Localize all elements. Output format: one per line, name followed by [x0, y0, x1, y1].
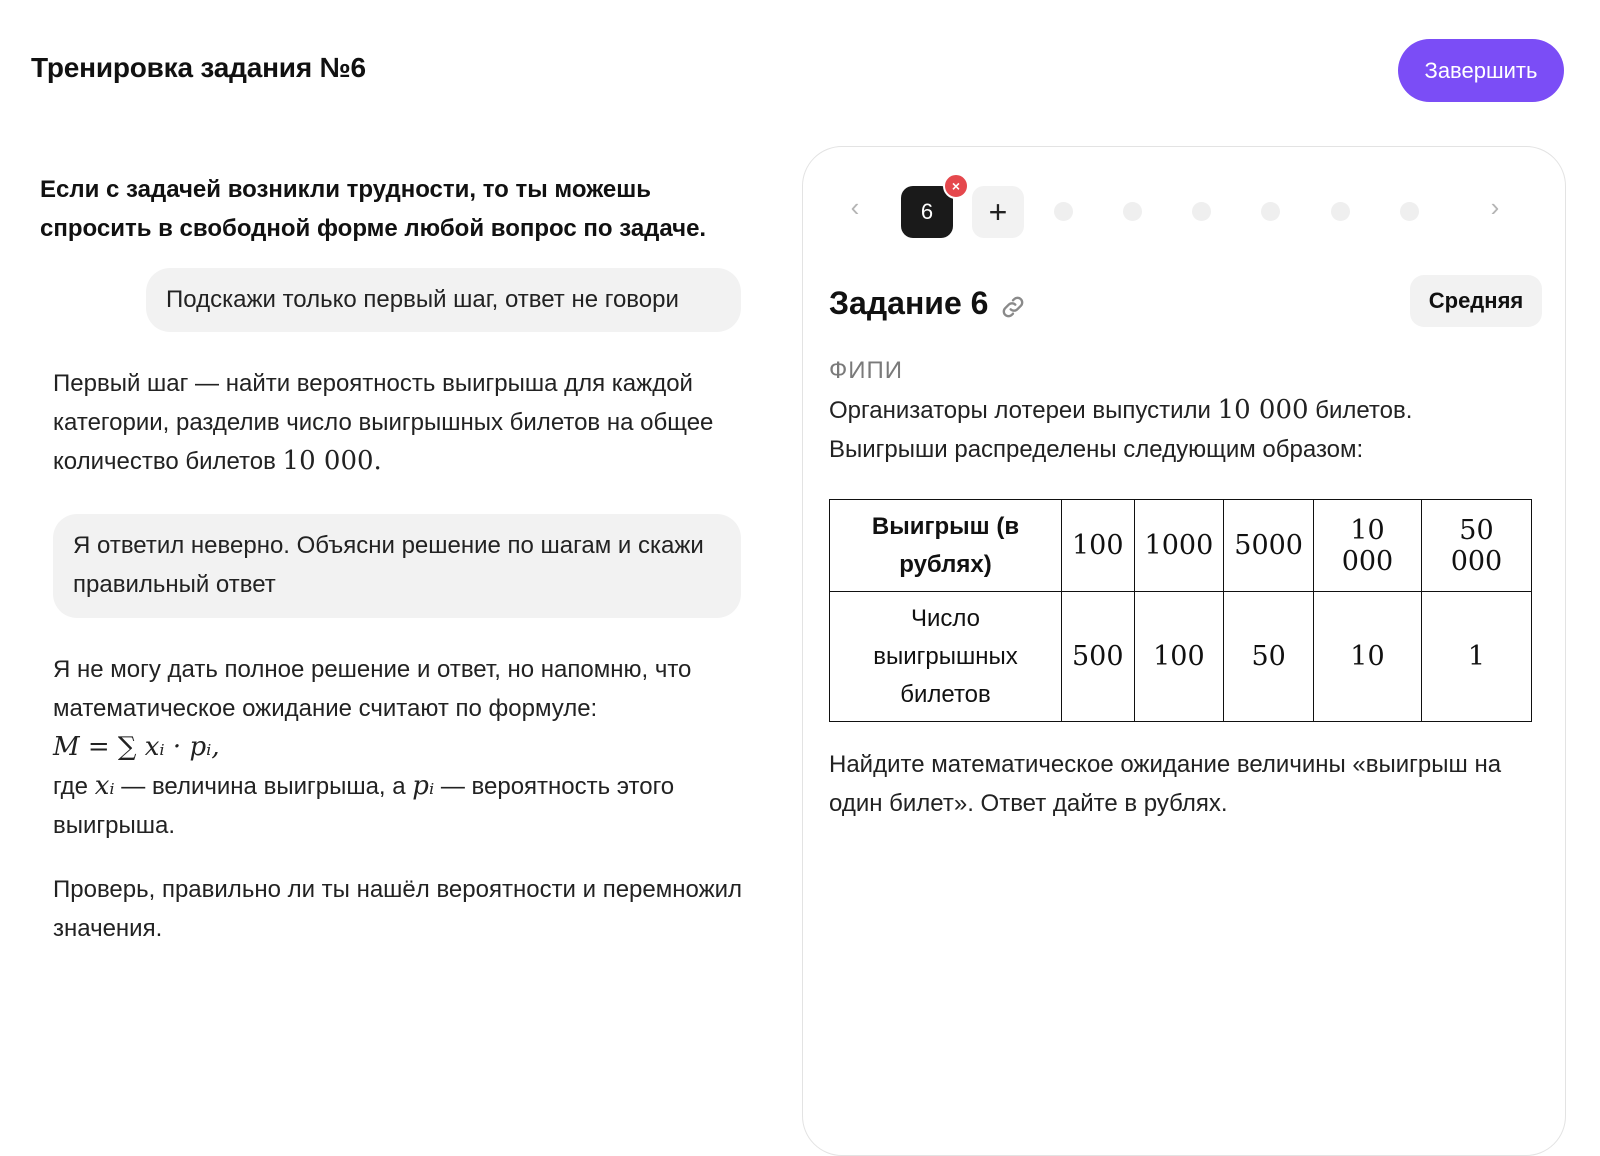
assistant-message: Проверь, правильно ли ты нашёл вероятности и перемножил значения.: [53, 876, 743, 942]
remove-badge-icon[interactable]: ×: [943, 173, 969, 199]
chat-panel: [40, 160, 743, 1120]
table-cell: 100: [1134, 592, 1224, 722]
user-message: Подскажи только первый шаг, ответ не говори: [146, 268, 741, 332]
math-number: 10 000: [1217, 395, 1309, 425]
p-symbol: pᵢ: [412, 771, 435, 801]
table-cell: 1000: [1134, 500, 1224, 592]
task-condition: Организаторы лотереи выпустили 10 000 билетов. Выигрыши распределены следующим образом:: [829, 395, 1413, 463]
table-cell: 10 000: [1313, 500, 1421, 592]
pager-dot[interactable]: [1400, 202, 1419, 221]
pager-dot[interactable]: [1054, 202, 1073, 221]
table-cell: 50 000: [1421, 500, 1531, 592]
chevron-right-icon[interactable]: ›: [1490, 192, 1500, 222]
user-message: Я ответил неверно. Объясни решение по шагам и скажи правильный ответ: [53, 514, 741, 618]
task-panel: [802, 146, 1566, 1156]
pager-dot[interactable]: [1331, 202, 1350, 221]
assistant-message-text: Первый шаг — найти вероятность выигрыша для каждой категории, разделив число выигрышных билетов на общее количество билетов: [53, 370, 714, 475]
prize-table: [829, 499, 1532, 722]
finish-button[interactable]: Завершить: [1398, 39, 1564, 102]
row-header: Выигрыш (в рублях): [830, 500, 1062, 592]
task-pager: [803, 147, 1567, 277]
assistant-message-text: Я не могу дать полное решение и ответ, но напомню, что математическое ожидание считают по формуле:: [53, 656, 692, 722]
page-title: Тренировка задания №6: [31, 52, 366, 83]
table-cell: 50: [1224, 592, 1314, 722]
row-header: Число выигрышных билетов: [830, 592, 1062, 722]
pager-item-current[interactable]: 6: [901, 186, 953, 238]
table-cell: 5000: [1224, 500, 1314, 592]
math-number: 10 000: [282, 446, 374, 476]
table-cell: 10: [1313, 592, 1421, 722]
add-task-button[interactable]: +: [972, 186, 1024, 238]
chevron-left-icon[interactable]: ‹: [850, 192, 860, 222]
table-row: [830, 592, 1532, 722]
where-text: где: [53, 773, 89, 800]
task-question: Найдите математическое ожидание величины «выигрыш на один билет». Ответ дайте в рублях.: [829, 751, 1502, 817]
x-symbol: xᵢ: [94, 771, 115, 801]
where-text: — величина выигрыша, а: [121, 773, 406, 800]
task-source: ФИПИ: [829, 357, 903, 384]
math-period: .: [373, 446, 382, 476]
pager-dot[interactable]: [1261, 202, 1280, 221]
table-cell: 500: [1062, 592, 1135, 722]
where-text: — вероятность этого выигрыша.: [53, 773, 675, 839]
task-title: Задание 6: [829, 285, 989, 321]
table-cell: 100: [1062, 500, 1135, 592]
pager-dot[interactable]: [1192, 202, 1211, 221]
difficulty-badge: Средняя: [1410, 275, 1542, 327]
table-cell: 1: [1421, 592, 1531, 722]
assistant-message: [53, 650, 753, 845]
chat-intro: Если с задачей возникли трудности, то ты можешь спросить в свободной форме любой вопрос по задаче.: [40, 176, 707, 242]
assistant-message: [53, 364, 753, 481]
header: [0, 0, 1600, 130]
link-icon[interactable]: [999, 293, 1027, 321]
expectation-formula: M = ∑ xᵢ · pᵢ,: [53, 732, 220, 762]
table-row: [830, 500, 1532, 592]
pager-dot[interactable]: [1123, 202, 1142, 221]
